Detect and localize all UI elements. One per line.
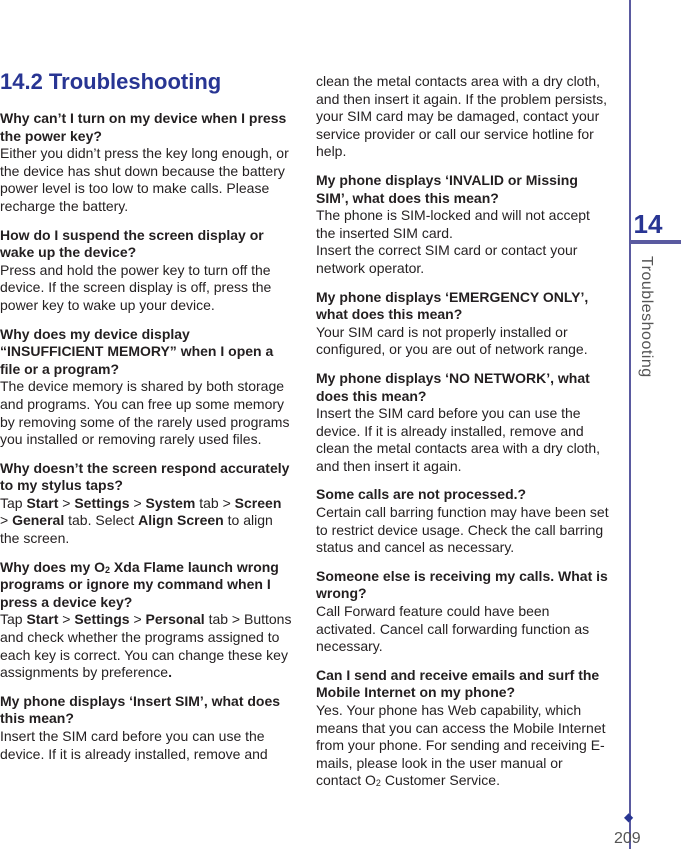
page-number: 209 xyxy=(614,830,641,847)
faq-answer: The device memory is shared by both storage and programs. You can free up some memory by removing some of the rarely used programs you installed or removing rarely used files. xyxy=(0,378,290,448)
faq-item xyxy=(0,227,292,315)
faq-item xyxy=(0,693,292,763)
answer-text: tab > xyxy=(195,494,235,511)
faq-answer: Insert the SIM card before you can use the device. If it is already installed, remove and xyxy=(0,728,268,762)
menu-path-start: Start xyxy=(26,611,59,628)
answer-text: > xyxy=(58,611,75,628)
answer-text: > xyxy=(58,494,75,511)
faq-item xyxy=(316,370,610,476)
faq-item xyxy=(0,110,292,216)
faq-question xyxy=(0,559,292,612)
answer-text: tab. Select xyxy=(64,512,139,529)
answer-text: . xyxy=(168,664,172,681)
menu-path-screen: Screen xyxy=(234,494,282,511)
faq-answer: clean the metal contacts area with a dry cloth, and then insert it again. If the problem persists, your SIM card may be damaged, contact your service provider or call our service hotline for help. xyxy=(316,73,608,160)
faq-question: How do I suspend the screen display or wake up the device? xyxy=(0,226,264,261)
faq-answer: Call Forward feature could have been activated. Cancel call forwarding function as necessary. xyxy=(316,603,590,655)
menu-path-settings: Settings xyxy=(74,494,130,511)
faq-answer: Certain call barring function may have been set to restrict device usage. Check the call barring status and cancel as necessary. xyxy=(316,504,609,556)
menu-path-align-screen: Align Screen xyxy=(138,512,224,529)
faq-question: Why can’t I turn on my device when I press the power key? xyxy=(0,110,287,144)
chapter-underline xyxy=(629,240,681,244)
subscript: 2 xyxy=(105,564,111,575)
faq-question: My phone displays ‘NO NETWORK’, what does this mean? xyxy=(316,369,590,404)
left-column xyxy=(0,66,292,774)
menu-path-settings: Settings xyxy=(74,611,130,628)
answer-text: Customer Service. xyxy=(380,772,500,789)
answer-text: to align the screen. xyxy=(0,512,273,547)
faq-item xyxy=(0,559,292,682)
faq-question: Why does my device display “INSUFFICIENT MEMORY” when I open a file or a program? xyxy=(0,325,274,377)
menu-path-general: General xyxy=(12,512,65,529)
faq-question: Some calls are not processed.? xyxy=(316,486,527,503)
faq-continuation xyxy=(316,73,610,161)
right-column xyxy=(316,73,610,801)
section-heading: 14.2 Troubleshooting xyxy=(0,69,222,94)
faq-item xyxy=(316,667,610,790)
chapter-number: 14 xyxy=(633,209,663,239)
faq-question: My phone displays ‘INVALID or Missing SIM’, what does this mean? xyxy=(316,171,578,206)
faq-question: My phone displays ‘Insert SIM’, what does this mean? xyxy=(0,692,281,727)
faq-answer: Insert the SIM card before you can use the device. If it is already installed, remove and clean the metal contacts area with a dry cloth, and then insert it again. xyxy=(316,405,601,474)
answer-text: Yes. Your phone has Web capability, which means that you can access the Mobile Internet from your phone. For sending and receiving E-mails, please look in the user manual or contact O xyxy=(316,702,606,789)
sidebar-rule xyxy=(629,0,631,849)
menu-path-personal: Personal xyxy=(145,611,205,628)
faq-item xyxy=(0,460,292,548)
question-text: Xda Flame launch wrong programs or ignore my command when I press a device key? xyxy=(0,558,279,610)
chapter-title: Troubleshooting xyxy=(638,256,655,378)
answer-text: tab > Buttons and check whether the programs assigned to each key is correct. You can change these key assignments by preference xyxy=(0,611,292,681)
faq-item xyxy=(0,326,292,449)
faq-answer xyxy=(316,702,610,790)
faq-question: Can I send and receive emails and surf the Mobile Internet on my phone? xyxy=(316,666,600,701)
faq-item xyxy=(316,172,610,278)
answer-text: > xyxy=(0,512,13,529)
question-text: Why does my O xyxy=(0,558,106,575)
menu-path-system: System xyxy=(145,494,196,511)
faq-question: My phone displays ‘EMERGENCY ONLY’, what does this mean? xyxy=(316,288,589,323)
menu-path-start: Start xyxy=(26,494,59,511)
faq-question: Why doesn’t the screen respond accurately to my stylus taps? xyxy=(0,459,290,494)
diamond-icon: ◆ xyxy=(624,810,634,824)
answer-text: Tap xyxy=(0,611,27,628)
answer-text: Tap xyxy=(0,494,27,511)
answer-text: > xyxy=(129,611,146,628)
faq-answer: Your SIM card is not properly installed or configured, or you are out of network range. xyxy=(316,323,588,358)
faq-answer: Insert the correct SIM card or contact your network operator. xyxy=(316,242,578,276)
subscript: 2 xyxy=(375,778,381,789)
faq-question: Someone else is receiving my calls. What is wrong? xyxy=(316,567,608,602)
faq-item xyxy=(316,568,610,656)
faq-answer: Press and hold the power key to turn off the device. If the screen display is off, press the power key to wake up your device. xyxy=(0,261,272,313)
faq-answer: Either you didn’t press the key long enough, or the device has shut down because the battery power level is too low to make calls. Please recharge the battery. xyxy=(0,145,289,214)
faq-item xyxy=(316,486,610,556)
faq-item xyxy=(316,289,610,359)
answer-text: > xyxy=(129,494,146,511)
faq-answer xyxy=(0,611,292,681)
faq-answer: The phone is SIM-locked and will not accept the inserted SIM card. xyxy=(316,207,590,241)
faq-answer xyxy=(0,495,292,548)
